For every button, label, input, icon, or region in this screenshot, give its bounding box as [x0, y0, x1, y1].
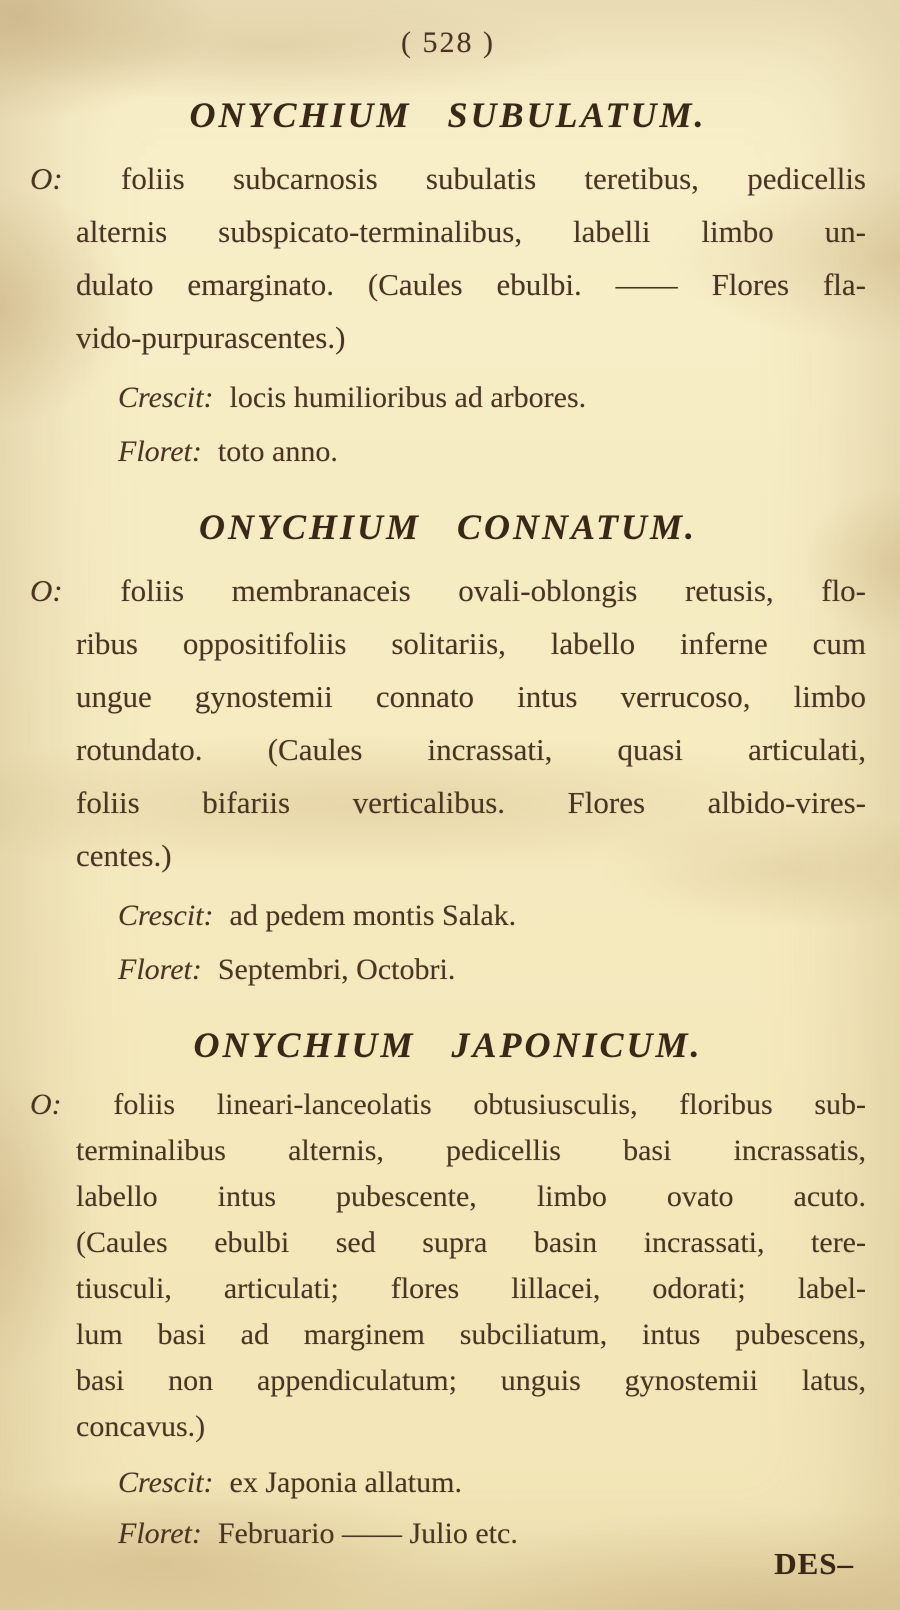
description-line: centes.) — [76, 838, 172, 873]
genus-abbreviation: O: — [30, 573, 63, 608]
description-line — [30, 1082, 866, 1128]
description-line: lum basi ad marginem subciliatum, intus pubescens, — [76, 1318, 866, 1351]
crescit-line — [30, 890, 866, 942]
floret-line — [30, 944, 866, 996]
crescit-label: Crescit: — [118, 381, 214, 414]
description-text: foliis subcarnosis subulatis teretibus, pedicellis — [121, 161, 866, 196]
crescit-text: locis humilioribus ad arbores. — [229, 381, 587, 414]
species-entry-subulatum — [30, 92, 866, 478]
species-diagnosis — [30, 152, 866, 364]
description-line — [30, 564, 866, 617]
species-entry-japonicum — [30, 1022, 866, 1558]
species-heading: ONYCHIUM SUBULATUM. — [189, 95, 707, 135]
floret-label: Floret: — [118, 953, 202, 986]
description-line: ungue gynostemii connato intus verrucoso, limbo — [76, 679, 866, 714]
catchword: DES– — [774, 1546, 854, 1581]
description-line — [30, 152, 866, 205]
floret-line — [30, 1509, 866, 1558]
description-line: labello intus pubescente, limbo ovato acuto. — [76, 1180, 866, 1213]
crescit-line — [30, 372, 866, 424]
description-line: dulato emarginato. (Caules ebulbi. —— Flores fla- — [76, 267, 866, 302]
crescit-line — [30, 1458, 866, 1507]
species-diagnosis — [30, 1082, 866, 1450]
species-diagnosis — [30, 564, 866, 882]
crescit-label: Crescit: — [118, 899, 214, 932]
floret-text: Februario —— Julio etc. — [217, 1517, 518, 1550]
description-text: foliis lineari-lanceolatis obtusiusculis, floribus sub- — [113, 1088, 867, 1121]
species-entry-connatum — [30, 504, 866, 996]
description-text: foliis membranaceis ovali-oblongis retusis, flo- — [120, 573, 867, 608]
description-line: rotundato. (Caules incrassati, quasi articulati, — [76, 732, 866, 767]
description-line: basi non appendiculatum; unguis gynostemii latus, — [76, 1364, 866, 1397]
description-line: ribus oppositifoliis solitariis, labello inferne cum — [76, 626, 866, 661]
floret-label: Floret: — [118, 435, 202, 468]
description-line: foliis bifariis verticalibus. Flores albido-vires- — [76, 785, 866, 820]
description-line: alternis subspicato-terminalibus, labelli limbo un- — [76, 214, 866, 249]
description-line: concavus.) — [76, 1410, 206, 1443]
floret-label: Floret: — [118, 1517, 202, 1550]
description-line: vido-purpurascentes.) — [76, 320, 346, 355]
description-line: terminalibus alternis, pedicellis basi incrassatis, — [76, 1134, 866, 1167]
crescit-label: Crescit: — [118, 1466, 214, 1499]
species-heading: ONYCHIUM CONNATUM. — [198, 507, 698, 547]
genus-abbreviation: O: — [30, 161, 63, 196]
crescit-text: ex Japonia allatum. — [229, 1466, 462, 1499]
floret-text: Septembri, Octobri. — [217, 953, 456, 986]
genus-abbreviation: O: — [30, 1088, 62, 1121]
floret-text: toto anno. — [217, 435, 338, 468]
floret-line — [30, 426, 866, 478]
description-line: tiusculi, articulati; flores lillacei, odorati; label- — [76, 1272, 866, 1305]
description-line: (Caules ebulbi sed supra basin incrassati, tere- — [76, 1226, 866, 1259]
species-heading: ONYCHIUM JAPONICUM. — [193, 1025, 703, 1065]
crescit-text: ad pedem montis Salak. — [229, 899, 517, 932]
page-number: ( 528 ) — [401, 26, 495, 59]
